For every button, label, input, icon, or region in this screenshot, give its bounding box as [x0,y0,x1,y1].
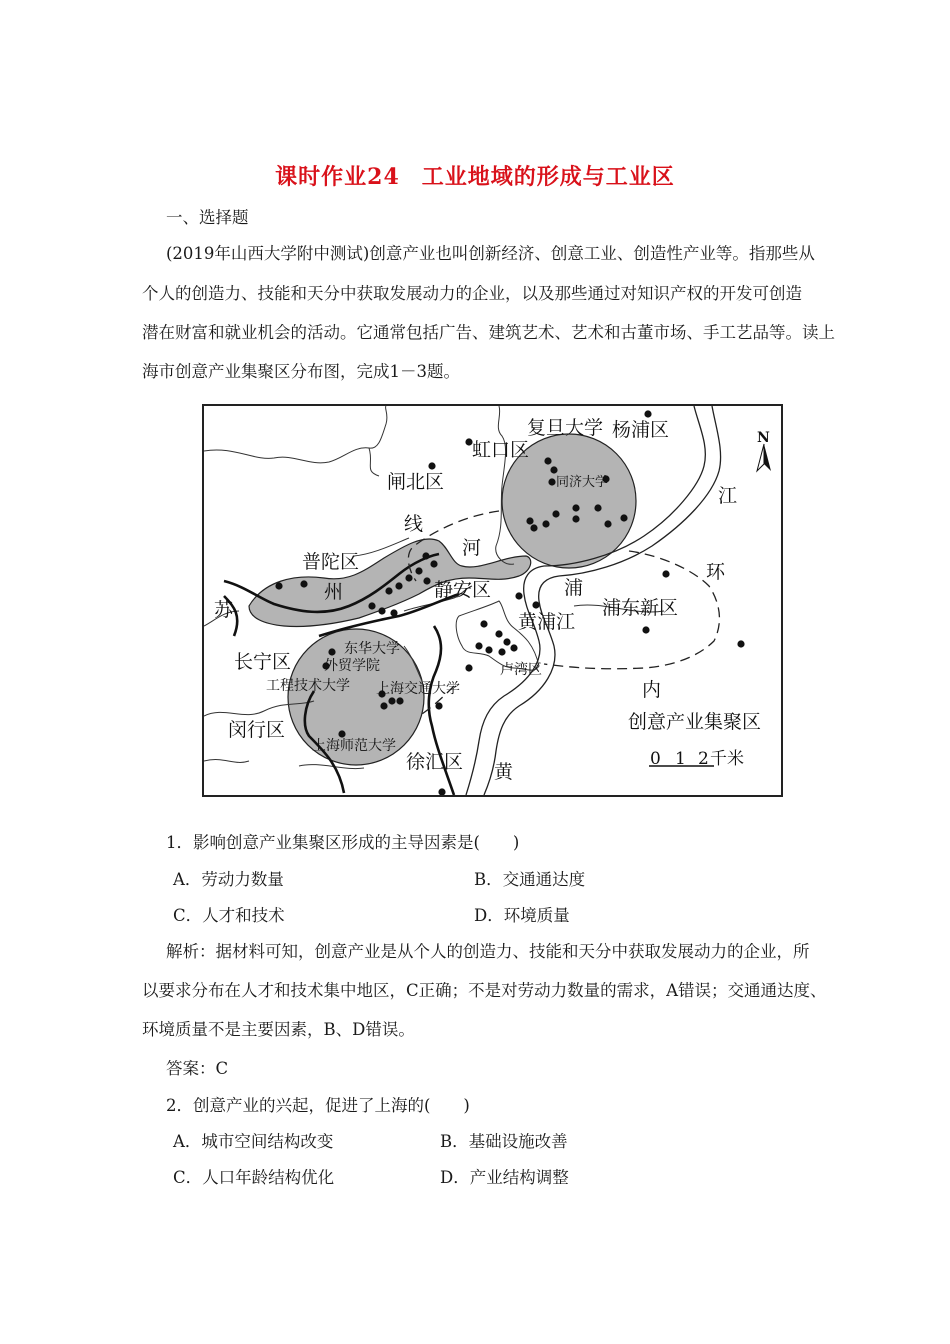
cluster-dot [544,457,551,464]
shanghai-creative-industry-map [204,406,781,795]
intro-line-4: 海市创意产业集聚区分布图，完成1－3题。 [142,362,460,381]
cluster-dot [475,642,482,649]
page-title: 课时作业24 工业地域的形成与工业区 [275,164,675,190]
cluster-dot [465,664,472,671]
cluster-dot [644,410,651,417]
cluster-dot [515,592,522,599]
cluster-dot [423,577,430,584]
analysis-line-3: 环境质量不是主要因素，B、D错误。 [142,1020,415,1039]
cluster-dot [338,730,345,737]
label-huang: 黄 [494,761,514,783]
cluster-dot [620,514,627,521]
cluster-dot [438,788,445,795]
question-2-option-a: A．城市空间结构改变 [173,1132,334,1151]
scale-tick-0: 0 [650,749,661,769]
cluster-dot [552,510,559,517]
scale-unit: 千米 [710,749,744,769]
cluster-dot [396,697,403,704]
cluster-dot [390,609,397,616]
label-hongkou: 虹口区 [472,439,530,461]
question-2-option-c: C．人口年龄结构优化 [173,1168,335,1187]
cluster-dot [495,630,502,637]
label-changning: 长宁区 [234,651,292,673]
cluster-dot [594,504,601,511]
label-gongcheng: 工程技术大学 [266,678,350,694]
question-2-option-d: D．产业结构调整 [440,1168,569,1187]
cluster-dot [642,626,649,633]
cluster-dot [532,601,539,608]
label-minhang: 闵行区 [228,719,286,741]
analysis-line-2: 以要求分布在人才和技术集中地区，C正确；不是对劳动力数量的需求，A错误；交通通达度、 [142,981,827,1000]
scale-bar [649,749,744,769]
analysis-line-1: 解析：据材料可知，创意产业是从个人的创造力、技能和天分中获取发展动力的企业，所 [166,942,810,961]
cluster-dot [662,570,669,577]
cluster-dot [480,620,487,627]
label-waimao: 外贸学院 [324,658,380,674]
label-jingan: 静安区 [434,579,492,601]
question-1-stem: 1．影响创意产业集聚区形成的主导因素是( ) [166,833,520,852]
question-1-option-d: D．环境质量 [474,906,570,925]
cluster-dot [572,504,579,511]
label-yangpu: 杨浦区 [612,419,670,441]
label-he: 河 [462,537,482,559]
cluster-dot [526,517,533,524]
cluster-dot [548,478,555,485]
label-tongji: 同济大学 [556,475,609,490]
cluster-dot [368,602,375,609]
intro-line-3: 潜在财富和就业机会的活动。它通常包括广告、建筑艺术、艺术和古董市场、手工艺品等。读上 [142,323,835,342]
label-jiang: 江 [718,485,738,507]
cluster-dot [378,607,385,614]
label-xian: 线 [404,513,424,535]
label-huangpujiang: 黄浦江 [518,611,576,633]
section-heading: 一、选择题 [166,208,249,227]
cluster-dot [328,648,335,655]
cluster-dot [485,646,492,653]
cluster-dot [430,560,437,567]
question-2-stem: 2．创意产业的兴起，促进了上海的( ) [166,1096,470,1115]
scale-tick-1: 1 [675,749,686,769]
label-fudan: 复旦大学 [527,417,604,439]
north-label: N [757,430,770,446]
cluster-dot [275,582,282,589]
label-pudong: 浦东新区 [602,597,679,619]
cluster-dot [388,697,395,704]
answer-1: 答案：C [166,1059,229,1078]
question-1-option-a: A．劳动力数量 [173,870,284,889]
cluster-dot [498,648,505,655]
map-figure [202,404,783,797]
cluster-dot [604,520,611,527]
cluster-dot [542,520,549,527]
label-pu: 浦 [564,577,584,599]
intro-line-2: 个人的创造力、技能和天分中获取发展动力的企业，以及那些通过对知识产权的开发可创造 [142,284,802,303]
label-legend: 创意产业集聚区 [628,711,762,733]
cluster-dot [510,644,517,651]
label-zhabei: 闸北区 [387,471,445,493]
cluster-dot [572,515,579,522]
label-shida: 上海师范大学 [312,738,396,754]
label-donghua: 东华大学 [344,641,400,657]
cluster-dot [380,702,387,709]
cluster-dot [405,574,412,581]
question-1-option-c: C．人才和技术 [173,906,285,925]
intro-line-1: (2019年山西大学附中测试)创意产业也叫创新经济、创意工业、创造性产业等。指那些从 [166,244,815,263]
cluster-dot [530,524,537,531]
cluster-dot [422,552,429,559]
cluster-dot [550,466,557,473]
question-1-option-b: B．交通通达度 [474,870,586,889]
north-arrow [757,430,771,471]
cluster-dot [300,580,307,587]
cluster-dot [395,582,402,589]
cluster-dot [428,462,435,469]
label-jiaotong: 上海交通大学 [376,681,460,697]
cluster-dot [435,702,442,709]
label-huan: 环 [706,561,726,583]
cluster-dot [737,640,744,647]
label-su: 苏 [214,599,234,621]
scale-tick-2: 2 [698,749,709,769]
label-putuo: 普陀区 [302,551,360,573]
label-xuhui: 徐汇区 [406,751,464,773]
question-2-option-b: B．基础设施改善 [440,1132,568,1151]
label-zhou: 州 [324,581,344,603]
label-luwan: 卢湾区 [500,662,542,678]
label-nei: 内 [642,679,662,701]
cluster-dot [503,638,510,645]
cluster-dot [415,567,422,574]
cluster-dot [385,587,392,594]
